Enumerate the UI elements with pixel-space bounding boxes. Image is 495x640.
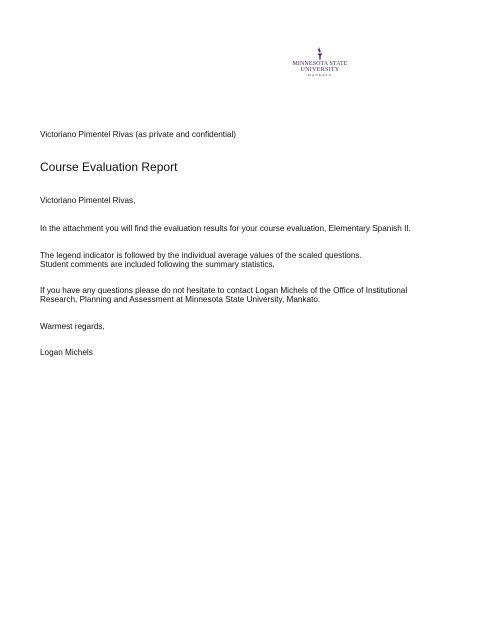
university-logo	[290, 46, 350, 77]
paragraph-3-line-1: If you have any questions please do not hesitate to contact Logan Michels of the Office of Institutional	[40, 286, 408, 295]
paragraph-2-line-1: The legend indicator is followed by the individual average values of the scaled questions.	[40, 251, 362, 260]
report-title: Course Evaluation Report	[40, 160, 178, 174]
closing: Warmest regards,	[40, 322, 105, 331]
logo-line-1: MINNESOTA STATE	[292, 61, 348, 67]
logo-line-3: MANKATO	[307, 73, 333, 77]
signature: Logan Michels	[40, 348, 93, 357]
salutation: Victoriano Pimentel Rivas,	[40, 196, 136, 205]
logo-line-2: UNIVERSITY	[300, 67, 340, 73]
paragraph-3-line-2: Research, Planning and Assessment at Minnesota State University, Mankato.	[40, 295, 321, 304]
recipient-header: Victoriano Pimentel Rivas (as private and confidential)	[40, 130, 236, 139]
torch-icon	[315, 46, 325, 60]
paragraph-1: In the attachment you will find the evaluation results for your course evaluation, Elementary Spanish II.	[40, 224, 411, 233]
paragraph-2-line-2: Student comments are included following the summary statistics.	[40, 260, 275, 269]
